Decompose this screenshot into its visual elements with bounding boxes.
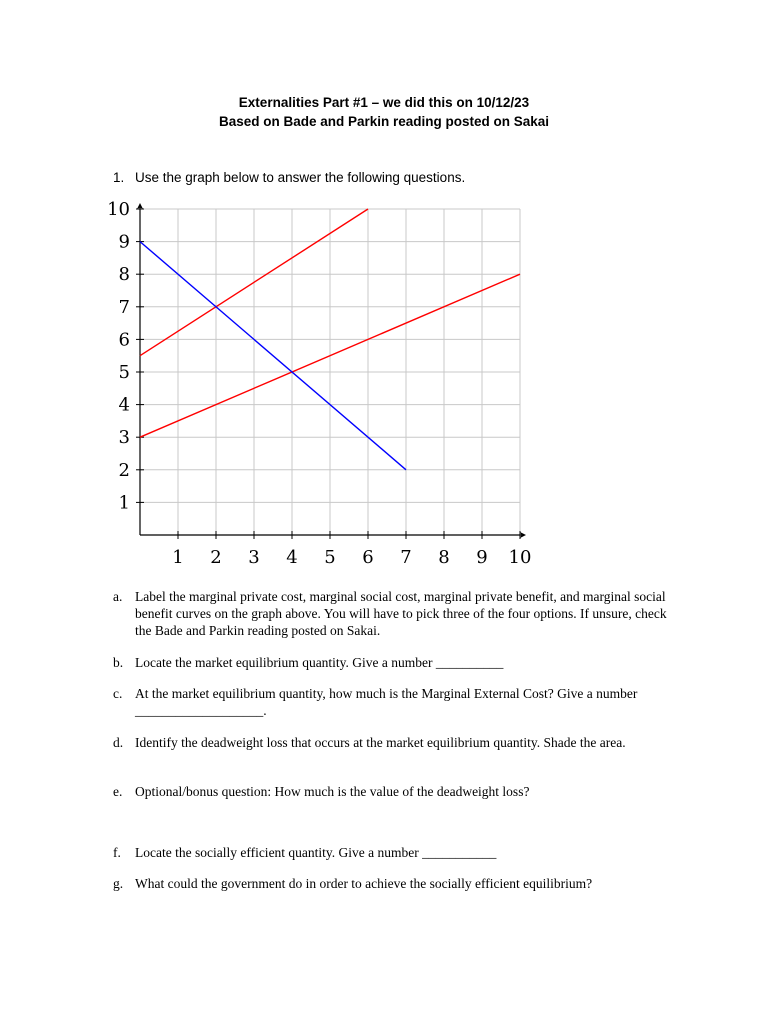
x-tick-label: 4 xyxy=(286,547,298,568)
x-tick-label: 5 xyxy=(324,547,336,568)
x-tick-label: 9 xyxy=(476,547,488,568)
x-tick-label: 8 xyxy=(438,547,450,568)
document-subtitle: Based on Bade and Parkin reading posted on Sakai xyxy=(218,114,550,129)
y-tick-label: 2 xyxy=(118,459,130,481)
y-tick-label: 10 xyxy=(107,199,130,220)
grid xyxy=(140,209,520,535)
y-tick-label: 7 xyxy=(118,296,130,318)
x-tick-label: 6 xyxy=(362,547,374,568)
subquestion-a xyxy=(113,588,683,639)
subquestion-d xyxy=(113,734,683,751)
subquestion-letter: f. xyxy=(113,845,121,860)
subquestion-e xyxy=(113,783,683,800)
subquestion-text: Label the marginal private cost, marginal social cost, marginal private benefit, and marginal social benefit curves on the graph above. You will have to pick three of the four options. If unsure, check the Bade and Parkin reading posted on Sakai. xyxy=(135,589,667,638)
subquestion-b xyxy=(113,654,683,671)
tick-labels xyxy=(107,199,531,568)
subquestion-text: What could the government do in order to achieve the socially efficient equilibrium? xyxy=(135,876,593,891)
question-number: 1. xyxy=(113,170,125,185)
subquestion-letter: a. xyxy=(113,589,123,604)
subquestion-text: Locate the socially efficient quantity. Give a number ___________ xyxy=(135,845,497,860)
x-tick-label: 3 xyxy=(248,547,260,568)
y-tick-label: 1 xyxy=(118,492,130,514)
x-tick-label: 1 xyxy=(172,547,184,568)
y-tick-label: 6 xyxy=(118,329,130,351)
subquestion-text: Locate the market equilibrium quantity. Give a number __________ xyxy=(135,655,504,670)
subquestion-f xyxy=(113,844,683,861)
x-tick-label: 10 xyxy=(508,547,532,568)
axes xyxy=(136,203,526,539)
y-tick-label: 8 xyxy=(118,264,130,286)
subquestion-text: Optional/bonus question: How much is the value of the deadweight loss? xyxy=(135,784,530,799)
y-tick-label: 5 xyxy=(118,362,130,383)
subquestion-text: Identify the deadweight loss that occurs at the market equilibrium quantity. Shade the area. xyxy=(135,735,626,750)
y-tick-label: 3 xyxy=(118,427,130,449)
subquestion-text: At the market equilibrium quantity, how much is the Marginal External Cost? Give a number ___________________. xyxy=(135,686,638,718)
subquestion-g xyxy=(113,875,683,892)
blue-line xyxy=(140,242,406,470)
subquestion-letter: c. xyxy=(113,686,123,701)
subquestion-c xyxy=(113,685,683,719)
subquestion-letter: d. xyxy=(113,735,124,750)
subquestion-letter: g. xyxy=(113,876,124,891)
y-tick-label: 9 xyxy=(118,231,130,253)
document-title: Externalities Part #1 – we did this on 10/12/23 xyxy=(238,95,530,110)
graph xyxy=(100,198,540,570)
subquestion-letter: b. xyxy=(113,655,124,670)
question-text: Use the graph below to answer the following questions. xyxy=(135,170,466,185)
y-tick-label: 4 xyxy=(118,394,130,416)
subquestion-letter: e. xyxy=(113,784,123,799)
x-tick-label: 7 xyxy=(400,547,412,568)
x-tick-label: 2 xyxy=(210,547,222,568)
